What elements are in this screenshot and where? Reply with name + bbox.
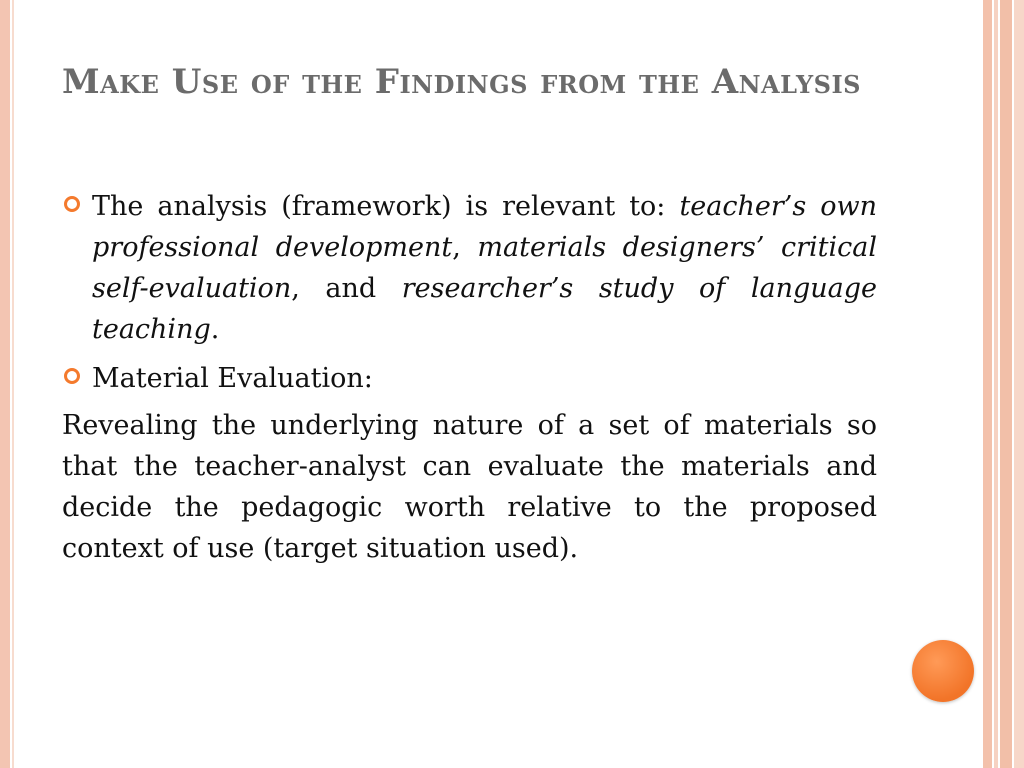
hollow-circle-bullet-icon — [64, 196, 80, 212]
bullet-text — [92, 186, 877, 350]
bullet-segment: , — [452, 232, 478, 263]
right-decorative-band — [983, 0, 992, 768]
slide-content — [62, 186, 877, 569]
bullet-item — [62, 358, 877, 399]
right-decorative-band — [1014, 0, 1024, 768]
bullet-item — [62, 186, 877, 350]
slide-title: Make Use of the Findings from the Analysis — [62, 62, 862, 102]
bullet-segment-italic: teacher’s own professional development — [92, 191, 877, 263]
bullet-segment: . — [210, 314, 220, 345]
right-decorative-band — [994, 0, 998, 768]
bullet-segment-italic: materials designers’ critical self-evaluation — [92, 232, 878, 304]
left-decorative-line — [12, 0, 14, 768]
bullet-segment-italic: researcher’s study of language teaching — [92, 273, 877, 345]
paragraph-text: Revealing the underlying nature of a set of materials so that the teacher-analyst can evaluate the materials and decide the pedagogic worth relative to the proposed context of use (target situation used). — [62, 410, 877, 564]
bullet-segment: The analysis (framework) is relevant to: — [92, 191, 680, 222]
hollow-circle-bullet-icon — [64, 368, 80, 384]
body-paragraph — [62, 405, 877, 569]
orange-circle-icon — [912, 640, 974, 702]
left-decorative-stripe — [0, 0, 10, 768]
bullet-text: Material Evaluation: — [92, 363, 373, 394]
bullet-segment: , and — [291, 273, 402, 304]
right-decorative-band — [1000, 0, 1012, 768]
